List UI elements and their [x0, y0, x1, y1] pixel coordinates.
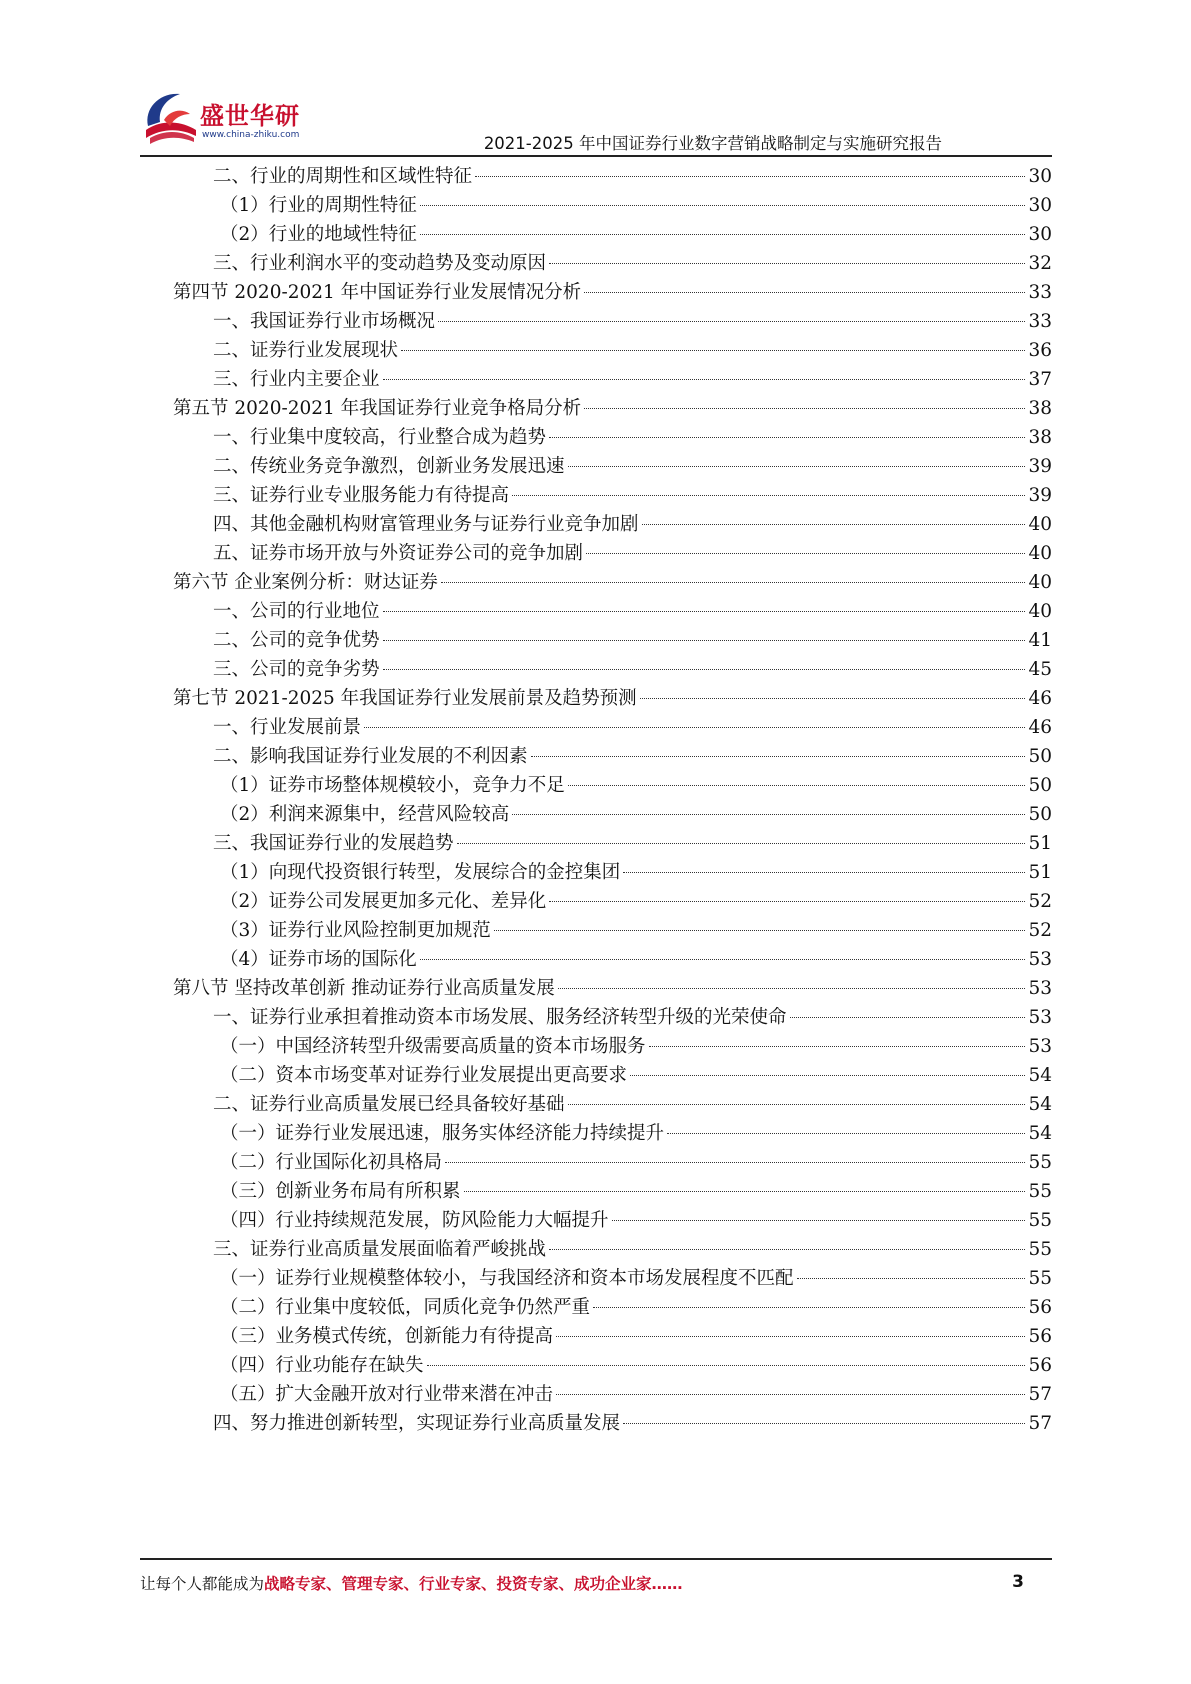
toc-dot-leader	[630, 1075, 1025, 1076]
toc-entry[interactable]	[213, 163, 1052, 191]
toc-entry-title: 三、公司的竞争劣势	[213, 659, 380, 680]
toc-dot-leader	[438, 321, 1025, 322]
toc-entry-title: （二）行业国际化初具格局	[220, 1152, 443, 1173]
toc-entry-title: 二、影响我国证券行业发展的不利因素	[213, 746, 528, 767]
toc-dot-leader	[642, 524, 1026, 525]
logo-emblem-icon	[140, 86, 204, 148]
toc-entry-page: 36	[1028, 340, 1052, 361]
toc-entry-title: 三、证券行业高质量发展面临着严峻挑战	[213, 1239, 547, 1260]
toc-dot-leader	[383, 640, 1026, 641]
toc-entry-title: （一）证券行业规模整体较小，与我国经济和资本市场发展程度不匹配	[220, 1268, 794, 1289]
toc-dot-leader	[549, 1249, 1025, 1250]
toc-entry[interactable]	[213, 482, 1052, 510]
toc-entry[interactable]	[213, 250, 1052, 278]
toc-entry-title: 第四节 2020-2021 年中国证券行业发展情况分析	[173, 282, 582, 303]
toc-entry-page: 53	[1028, 978, 1052, 999]
toc-entry-page: 52	[1028, 920, 1052, 941]
toc-entry[interactable]	[213, 1091, 1052, 1119]
toc-dot-leader	[623, 1423, 1025, 1424]
toc-dot-leader	[649, 1046, 1026, 1047]
toc-entry-page: 38	[1028, 398, 1052, 419]
toc-entry-page: 40	[1028, 601, 1052, 622]
toc-entry[interactable]	[220, 1294, 1052, 1322]
toc-entry-page: 55	[1028, 1239, 1052, 1260]
toc-dot-leader	[549, 437, 1025, 438]
toc-entry-page: 33	[1028, 282, 1052, 303]
toc-dot-leader	[549, 263, 1025, 264]
toc-entry-page: 57	[1028, 1413, 1052, 1434]
header-divider	[140, 155, 1052, 157]
toc-entry-page: 56	[1028, 1297, 1052, 1318]
toc-entry-page: 32	[1028, 253, 1052, 274]
toc-dot-leader	[464, 1191, 1026, 1192]
toc-entry-page: 55	[1028, 1210, 1052, 1231]
toc-dot-leader	[420, 234, 1026, 235]
footer-slogan-lead: 让每个人都能成为	[140, 1575, 265, 1593]
toc-entry-title: 四、其他金融机构财富管理业务与证券行业竞争加剧	[213, 514, 639, 535]
toc-entry-title: 三、证券行业专业服务能力有待提高	[213, 485, 510, 506]
toc-dot-leader	[586, 553, 1025, 554]
toc-entry[interactable]	[220, 221, 1052, 249]
toc-dot-leader	[383, 379, 1026, 380]
toc-entry-title: （三）业务模式传统，创新能力有待提高	[220, 1326, 554, 1347]
toc-entry[interactable]	[213, 453, 1052, 481]
toc-entry-page: 50	[1028, 746, 1052, 767]
toc-entry[interactable]	[173, 279, 1052, 307]
toc-entry[interactable]	[173, 569, 1052, 597]
toc-entry[interactable]	[220, 946, 1052, 974]
toc-entry[interactable]	[220, 1323, 1052, 1351]
toc-dot-leader	[558, 988, 1026, 989]
toc-entry-title: 第五节 2020-2021 年我国证券行业竞争格局分析	[173, 398, 582, 419]
toc-entry-title: （二）行业集中度较低，同质化竞争仍然严重	[220, 1297, 591, 1318]
toc-entry-title: 四、努力推进创新转型，实现证券行业高质量发展	[213, 1413, 621, 1434]
toc-entry-page: 30	[1028, 195, 1052, 216]
toc-entry[interactable]	[213, 1236, 1052, 1264]
toc-entry-title: 一、行业集中度较高，行业整合成为趋势	[213, 427, 547, 448]
toc-dot-leader	[494, 930, 1026, 931]
toc-entry-page: 39	[1028, 456, 1052, 477]
toc-entry-title: （4）证券市场的国际化	[220, 949, 417, 970]
toc-entry[interactable]	[213, 743, 1052, 771]
toc-entry[interactable]	[213, 1004, 1052, 1032]
toc-entry-page: 30	[1028, 166, 1052, 187]
toc-entry-page: 33	[1028, 311, 1052, 332]
toc-entry-page: 53	[1028, 1036, 1052, 1057]
toc-entry[interactable]	[220, 1033, 1052, 1061]
toc-entry-title: 二、传统业务竞争激烈，创新业务发展迅速	[213, 456, 565, 477]
toc-entry[interactable]	[213, 598, 1052, 626]
toc-dot-leader	[568, 466, 1026, 467]
toc-entry-title: 三、行业内主要企业	[213, 369, 380, 390]
toc-dot-leader	[593, 1307, 1025, 1308]
toc-entry-page: 54	[1028, 1123, 1052, 1144]
toc-dot-leader	[420, 959, 1026, 960]
toc-entry[interactable]	[213, 366, 1052, 394]
toc-entry-title: 第七节 2021-2025 年我国证券行业发展前景及趋势预测	[173, 688, 637, 709]
toc-entry-page: 30	[1028, 224, 1052, 245]
toc-dot-leader	[420, 205, 1026, 206]
toc-dot-leader	[427, 1365, 1026, 1366]
toc-entry[interactable]	[213, 308, 1052, 336]
toc-entry-page: 45	[1028, 659, 1052, 680]
toc-dot-leader	[441, 582, 1026, 583]
toc-dot-leader	[512, 814, 1025, 815]
toc-entry-title: 五、证券市场开放与外资证券公司的竞争加剧	[213, 543, 584, 564]
toc-dot-leader	[383, 669, 1026, 670]
toc-entry-title: （1）证券市场整体规模较小，竞争力不足	[220, 775, 565, 796]
toc-entry[interactable]	[213, 656, 1052, 684]
toc-dot-leader	[584, 408, 1025, 409]
toc-entry-page: 46	[1028, 717, 1052, 738]
page-number: 3	[1012, 1572, 1024, 1592]
toc-entry-page: 54	[1028, 1094, 1052, 1115]
toc-entry[interactable]	[220, 1178, 1052, 1206]
toc-entry-page: 50	[1028, 804, 1052, 825]
toc-entry[interactable]	[220, 1120, 1052, 1148]
toc-entry-page: 52	[1028, 891, 1052, 912]
footer-slogan-highlight: 战略专家、管理专家、行业专家、投资专家、成功企业家……	[264, 1575, 683, 1593]
toc-entry-title: （四）行业持续规范发展，防风险能力大幅提升	[220, 1210, 609, 1231]
toc-entry[interactable]	[213, 511, 1052, 539]
toc-entry[interactable]	[213, 1410, 1052, 1438]
toc-entry[interactable]	[220, 772, 1052, 800]
toc-entry-page: 56	[1028, 1355, 1052, 1376]
toc-dot-leader	[623, 872, 1025, 873]
toc-entry-title: 第六节 企业案例分析：财达证券	[173, 572, 438, 593]
toc-dot-leader	[383, 611, 1026, 612]
toc-dot-leader	[640, 698, 1026, 699]
toc-entry[interactable]	[220, 801, 1052, 829]
toc-entry-title: （1）向现代投资银行转型，发展综合的金控集团	[220, 862, 621, 883]
toc-dot-leader	[790, 1017, 1026, 1018]
toc-entry-page: 54	[1028, 1065, 1052, 1086]
toc-entry[interactable]	[173, 395, 1052, 423]
toc-entry-title: （三）创新业务布局有所积累	[220, 1181, 461, 1202]
toc-entry-page: 55	[1028, 1268, 1052, 1289]
toc-entry-page: 51	[1028, 862, 1052, 883]
toc-dot-leader	[549, 901, 1025, 902]
logo-url: www.china-zhiku.com	[202, 130, 300, 140]
toc-dot-leader	[667, 1133, 1025, 1134]
toc-entry-title: （五）扩大金融开放对行业带来潜在冲击	[220, 1384, 554, 1405]
toc-entry-page: 40	[1028, 514, 1052, 535]
toc-entry-title: （2）证券公司发展更加多元化、差异化	[220, 891, 547, 912]
toc-entry-title: 一、证券行业承担着推动资本市场发展、服务经济转型升级的光荣使命	[213, 1007, 787, 1028]
toc-entry-title: （四）行业功能存在缺失	[220, 1355, 424, 1376]
toc-entry-title: 第八节 坚持改革创新 推动证券行业高质量发展	[173, 978, 555, 999]
page-footer	[140, 1572, 1052, 1600]
toc-entry-title: （一）证券行业发展迅速，服务实体经济能力持续提升	[220, 1123, 665, 1144]
toc-entry[interactable]	[213, 540, 1052, 568]
toc-entry-title: 一、公司的行业地位	[213, 601, 380, 622]
toc-entry-page: 46	[1028, 688, 1052, 709]
toc-entry-title: 二、公司的竞争优势	[213, 630, 380, 651]
toc-entry-title: 一、我国证券行业市场概况	[213, 311, 436, 332]
toc-entry-page: 40	[1028, 572, 1052, 593]
toc-dot-leader	[445, 1162, 1025, 1163]
toc-entry-title: （1）行业的周期性特征	[220, 195, 417, 216]
toc-entry[interactable]	[220, 917, 1052, 945]
toc-dot-leader	[364, 727, 1025, 728]
toc-entry-page: 38	[1028, 427, 1052, 448]
footer-divider	[140, 1558, 1052, 1560]
toc-entry-page: 57	[1028, 1384, 1052, 1405]
toc-entry-title: 一、行业发展前景	[213, 717, 362, 738]
toc-entry-page: 53	[1028, 949, 1052, 970]
toc-entry[interactable]	[220, 192, 1052, 220]
toc-dot-leader	[568, 1104, 1026, 1105]
toc-entry-title: （一）中国经济转型升级需要高质量的资本市场服务	[220, 1036, 646, 1057]
toc-dot-leader	[475, 176, 1025, 177]
toc-entry-page: 55	[1028, 1181, 1052, 1202]
toc-entry[interactable]	[173, 975, 1052, 1003]
toc-entry[interactable]	[220, 888, 1052, 916]
toc-entry[interactable]	[213, 424, 1052, 452]
toc-entry[interactable]	[213, 714, 1052, 742]
toc-entry-page: 55	[1028, 1152, 1052, 1173]
toc-dot-leader	[568, 785, 1026, 786]
toc-dot-leader	[401, 350, 1025, 351]
toc-entry-title: （二）资本市场变革对证券行业发展提出更高要求	[220, 1065, 628, 1086]
toc-entry[interactable]	[173, 685, 1052, 713]
toc-dot-leader	[797, 1278, 1026, 1279]
toc-dot-leader	[556, 1394, 1025, 1395]
toc-dot-leader	[457, 843, 1026, 844]
toc-entry[interactable]	[220, 1062, 1052, 1090]
toc-dot-leader	[531, 756, 1026, 757]
toc-entry-title: （2）行业的地域性特征	[220, 224, 417, 245]
toc-entry[interactable]	[220, 1265, 1052, 1293]
toc-dot-leader	[612, 1220, 1026, 1221]
toc-entry-title: 三、行业利润水平的变动趋势及变动原因	[213, 253, 547, 274]
toc-entry[interactable]	[220, 1149, 1052, 1177]
toc-entry[interactable]	[220, 859, 1052, 887]
toc-entry-title: （3）证券行业风险控制更加规范	[220, 920, 491, 941]
report-title: 2021-2025 年中国证券行业数字营销战略制定与实施研究报告	[483, 134, 942, 153]
toc-entry-page: 39	[1028, 485, 1052, 506]
toc-entry-page: 37	[1028, 369, 1052, 390]
toc-entry-title: 二、证券行业发展现状	[213, 340, 399, 361]
toc-entry-page: 50	[1028, 775, 1052, 796]
toc-entry[interactable]	[213, 627, 1052, 655]
toc-dot-leader	[556, 1336, 1025, 1337]
toc-entry[interactable]	[220, 1381, 1052, 1409]
toc-entry-title: 二、证券行业高质量发展已经具备较好基础	[213, 1094, 565, 1115]
toc-entry-page: 40	[1028, 543, 1052, 564]
company-logo	[140, 86, 330, 152]
toc-dot-leader	[512, 495, 1025, 496]
toc-entry[interactable]	[220, 1352, 1052, 1380]
toc-entry-page: 56	[1028, 1326, 1052, 1347]
toc-entry[interactable]	[213, 830, 1052, 858]
toc-entry-page: 53	[1028, 1007, 1052, 1028]
toc-entry-title: 二、行业的周期性和区域性特征	[213, 166, 473, 187]
toc-entry[interactable]	[213, 337, 1052, 365]
page-header	[140, 86, 1052, 160]
toc-entry-page: 41	[1028, 630, 1052, 651]
toc-entry[interactable]	[220, 1207, 1052, 1235]
toc-entry-title: 三、我国证券行业的发展趋势	[213, 833, 454, 854]
toc-dot-leader	[584, 292, 1025, 293]
toc-entry-title: （2）利润来源集中，经营风险较高	[220, 804, 510, 825]
toc-entry-page: 51	[1028, 833, 1052, 854]
logo-text: 盛世华研	[200, 102, 300, 130]
